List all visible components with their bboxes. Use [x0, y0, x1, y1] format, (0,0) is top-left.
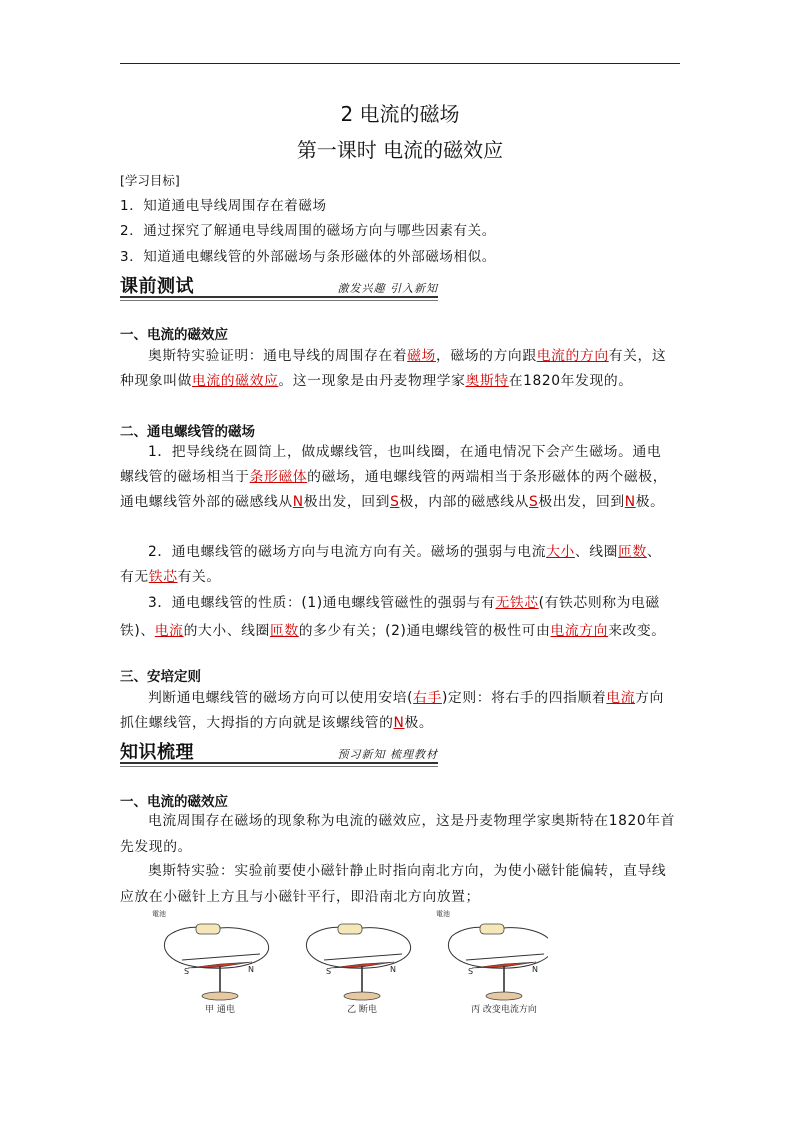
paragraph-definition: 电流周围存在磁场的现象称为电流的磁效应，这是丹麦物理学家奥斯特在1820年首先发现的。	[120, 813, 676, 855]
apparatus-panel	[306, 924, 410, 1015]
panel-caption: 甲 通电	[205, 1005, 235, 1015]
answer-blank: 奥斯特	[465, 373, 509, 389]
section-rule-thin	[120, 766, 438, 767]
pole-label-n: N	[248, 965, 254, 974]
straight-wire	[466, 954, 544, 960]
straight-wire	[324, 954, 402, 960]
section-title: 知识梳理	[120, 742, 194, 763]
answer-blank: 无铁芯	[495, 595, 539, 611]
paragraph-solenoid-1: 1．把导线绕在圆筒上，做成螺线管，也叫线圈，在通电情况下会产生磁场。通电螺线管的磁场相当于条形磁体的磁场，通电螺线管的两端相当于条形磁体的两个磁极，通电螺线管外部的磁感线从N极出发，回到S极，内部的磁感线从S极出发，回到N极。	[120, 444, 668, 510]
panel-caption: 丙 改变电流方向	[471, 1005, 537, 1015]
pole-label-s: S	[326, 967, 332, 976]
answer-blank: 电流	[606, 690, 636, 706]
goal-item: 1．知道通电导线周围存在着磁场	[120, 198, 327, 214]
straight-wire	[182, 954, 260, 960]
answer-blank: 匝数	[618, 544, 647, 560]
section-header-pretest	[120, 272, 440, 302]
pole-label-s: S	[184, 967, 190, 976]
goal-item: 3．知道通电螺线管的外部磁场与条形磁体的外部磁场相似。	[120, 249, 496, 265]
answer-blank: S	[529, 494, 539, 510]
section-title: 课前测试	[120, 276, 194, 297]
answer-blank: 磁场	[407, 348, 436, 364]
answer-blank: 电流方向	[550, 623, 609, 639]
answer-blank: N	[292, 494, 304, 510]
paragraph-solenoid-2: 2．通电螺线管的磁场方向与电流方向有关。磁场的强弱与电流大小、线圈匝数、有无铁芯有关。	[120, 544, 662, 585]
section-rule	[120, 762, 438, 764]
apparatus-panel	[152, 909, 269, 1015]
heading: 三、安培定则	[120, 669, 201, 685]
battery-icon	[338, 924, 362, 934]
heading: 二、通电螺线管的磁场	[120, 424, 255, 440]
answer-blank: 右手	[413, 690, 442, 706]
heading: 一、电流的磁效应	[120, 327, 228, 343]
panel-caption: 乙 断电	[347, 1005, 377, 1015]
pole-label-s: S	[468, 967, 474, 976]
answer-blank: N	[624, 494, 636, 510]
answer-blank: N	[393, 715, 405, 731]
battery-icon	[196, 924, 220, 934]
pole-label-n: N	[390, 965, 396, 974]
answer-blank: 条形磁体	[249, 469, 308, 485]
top-rule	[120, 63, 680, 64]
section-header-knowledge	[120, 738, 440, 768]
heading: 一、电流的磁效应	[120, 794, 228, 810]
paragraph-oersted: 奥斯特实验证明：通电导线的周围存在着磁场，磁场的方向跟电流的方向有关，这种现象叫做电流的磁效应。这一现象是由丹麦物理学家奥斯特在1820年发现的。	[120, 348, 667, 389]
paragraph-experiment: 奥斯特实验：实验前要使小磁针静止时指向南北方向，为使小磁针能偏转，直导线应放在小磁针上方且与小磁针平行，即沿南北方向放置；	[120, 863, 667, 905]
answer-blank: 大小	[546, 544, 575, 560]
stand-base	[486, 992, 522, 1000]
battery-icon	[480, 924, 504, 934]
oersted-experiment-figure	[148, 908, 548, 1016]
goal-item: 2．通过探究了解通电导线周围的磁场方向与哪些因素有关。	[120, 223, 496, 239]
apparatus-panel	[436, 909, 548, 1015]
goals-tag: [学习目标]	[120, 173, 180, 188]
paragraph-solenoid-3: 3．通电螺线管的性质：(1)通电螺线管磁性的强弱与有无铁芯(有铁芯则称为电磁铁)、电流的大小、线圈匝数的多少有关；(2)通电螺线管的极性可由电流方向来改变。	[120, 595, 666, 639]
page-title: 2 电流的磁场	[340, 102, 460, 126]
battery-label: 電池	[436, 910, 450, 918]
answer-blank: 电流的磁效应	[191, 373, 279, 389]
answer-blank: 铁芯	[148, 569, 178, 585]
paragraph-ampere: 判断通电螺线管的磁场方向可以使用安培(右手)定则：将右手的四指顺着电流方向抓住螺线管，大拇指的方向就是该螺线管的N极。	[120, 690, 664, 731]
answer-blank: 电流的方向	[536, 348, 609, 364]
section-rule-thin	[120, 300, 438, 301]
page-subtitle: 第一课时 电流的磁效应	[296, 138, 504, 162]
answer-blank: S	[390, 494, 400, 510]
section-subtitle: 预习新知 梳理教材	[337, 748, 438, 761]
answer-blank: 匝数	[269, 623, 299, 639]
answer-blank: 电流	[154, 623, 184, 639]
battery-label: 電池	[152, 910, 166, 918]
section-rule	[120, 296, 438, 298]
pole-label-n: N	[532, 965, 538, 974]
stand-base	[202, 992, 238, 1000]
stand-base	[344, 992, 380, 1000]
section-subtitle: 激发兴趣 引入新知	[337, 282, 438, 295]
